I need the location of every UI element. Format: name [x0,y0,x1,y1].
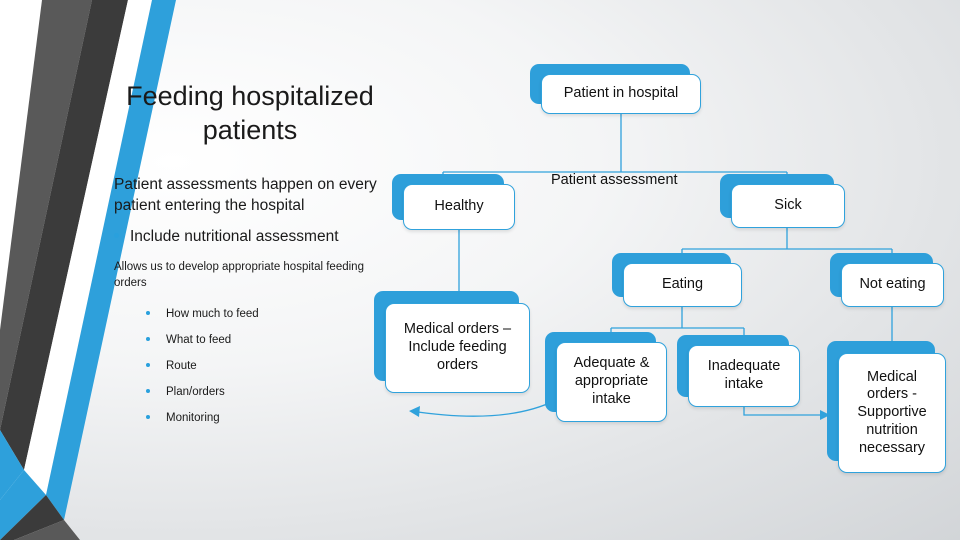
arrowhead-icon [409,406,420,417]
bullet-label: Include nutritional assessment [130,228,339,245]
node-medical-orders-supportive-nutrition-necessary[interactable]: Medical orders - Supportive nutrition necessary [838,353,946,473]
list-item-label: How much to feed [166,308,259,320]
node-sick[interactable]: Sick [731,184,845,228]
lead-paragraph: Patient assessments happen on every patient entering the hospital [114,176,377,214]
node-not-eating[interactable]: Not eating [841,263,944,307]
node-adequate-appropriate-intake[interactable]: Adequate & appropriate intake [556,342,667,422]
list-item-label: What to feed [166,334,232,346]
subnote-text: Allows us to develop appropriate hospital feeding orders [114,261,364,289]
node-healthy[interactable]: Healthy [403,184,515,230]
list-item-label: Plan/orders [166,386,225,398]
node-patient-in-hospital[interactable]: Patient in hospital [541,74,701,114]
edge-label-patient-assessment: Patient assessment [551,172,678,188]
node-eating[interactable]: Eating [623,263,742,307]
node-medical-orders-include-feeding-orders[interactable]: Medical orders – Include feeding orders [385,303,530,393]
list-item-label: Monitoring [166,412,220,424]
list-item-label: Route [166,360,197,372]
node-inadequate-intake[interactable]: Inadequate intake [688,345,800,407]
slide-title: Feeding hospitalized patients [126,81,374,145]
